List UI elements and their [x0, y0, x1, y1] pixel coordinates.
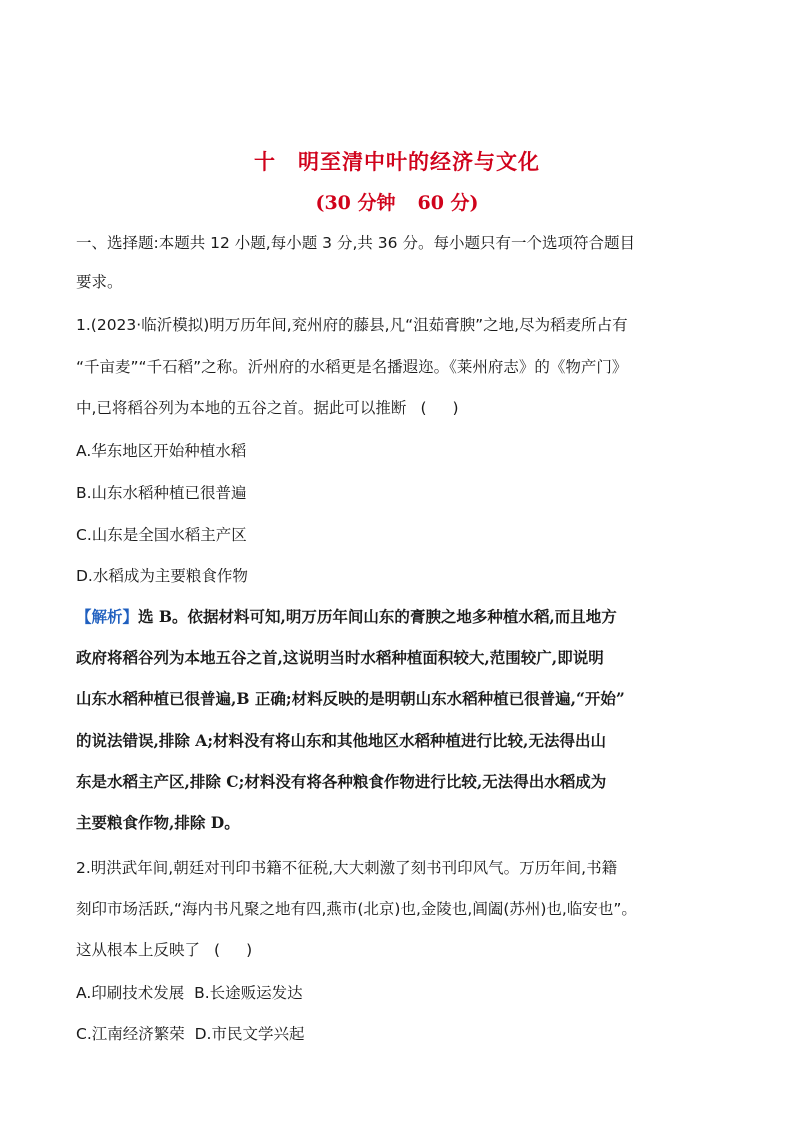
q1-stem-line: [76, 397, 736, 419]
q1-analysis-line: 主要粮食作物,排除 D。: [76, 813, 240, 832]
q1-analysis-line: 的说法错误,排除 A;材料没有将山东和其他地区水稻种植进行比较,无法得出山: [76, 731, 606, 750]
page-title: [0, 146, 794, 176]
q2-options-ab: A.印刷技术发展 B.长途贩运发达: [76, 984, 303, 1002]
q2-stem-text: 这从根本上反映了: [76, 941, 201, 959]
q1-stem-line: “千亩麦”“千石稻”之称。沂州府的水稻更是名播遐迩。《莱州府志》的《物产门》: [76, 358, 628, 376]
q1-option-a: A.华东地区开始种植水稻: [76, 442, 247, 460]
q1-analysis-line: 【解析】选 B。依据材料可知,明万历年间山东的膏腴之地多种植水稻,而且地方: [76, 607, 617, 626]
lesson-title: 明至清中叶的经济与文化: [298, 150, 540, 174]
q1-analysis-line: 政府将稻谷列为本地五谷之首,这说明当时水稻种植面积较大,范围较广,即说明: [76, 648, 604, 667]
q1-stem-line: 1.(2023·临沂模拟)明万历年间,兖州府的藤县,凡“沮茹膏腴”之地,尽为稻麦所占有: [76, 316, 628, 334]
section-instruction: 一、选择题:本题共 12 小题,每小题 3 分,共 36 分。每小题只有一个选项符合题目: [76, 234, 635, 252]
time-score-info: [0, 188, 794, 215]
q2-options-cd: C.江南经济繁荣 D.市民文学兴起: [76, 1025, 305, 1043]
total-score: 60 分): [417, 192, 479, 214]
q1-analysis-line: 东是水稻主产区,排除 C;材料没有将各种粮食作物进行比较,无法得出水稻成为: [76, 772, 607, 791]
q1-stem-text: 中,已将稻谷列为本地的五谷之首。据此可以推断: [76, 399, 407, 417]
q1-option-c: C.山东是全国水稻主产区: [76, 526, 247, 544]
q1-option-d: D.水稻成为主要粮食作物: [76, 567, 248, 585]
analysis-tag: 【解析】: [76, 607, 139, 626]
time-limit: (30 分钟: [315, 192, 396, 214]
q1-analysis-line: 山东水稻种植已很普遍,B 正确;材料反映的是明朝山东水稻种植已很普遍,“开始”: [76, 689, 625, 708]
lesson-number: 十: [254, 150, 276, 174]
q2-answer-blank[interactable]: ( ): [214, 941, 253, 959]
q2-stem-line: [76, 939, 736, 961]
section-instruction-cont: 要求。: [76, 273, 123, 291]
q2-stem-line: 2.明洪武年间,朝廷对刊印书籍不征税,大大刺激了刻书刊印风气。万历年间,书籍: [76, 859, 618, 877]
q1-answer-blank[interactable]: ( ): [420, 399, 459, 417]
q1-option-b: B.山东水稻种植已很普遍: [76, 484, 247, 502]
q2-stem-line: 刻印市场活跃,“海内书凡聚之地有四,燕市(北京)也,金陵也,阊阖(苏州)也,临安也”。: [76, 900, 637, 918]
